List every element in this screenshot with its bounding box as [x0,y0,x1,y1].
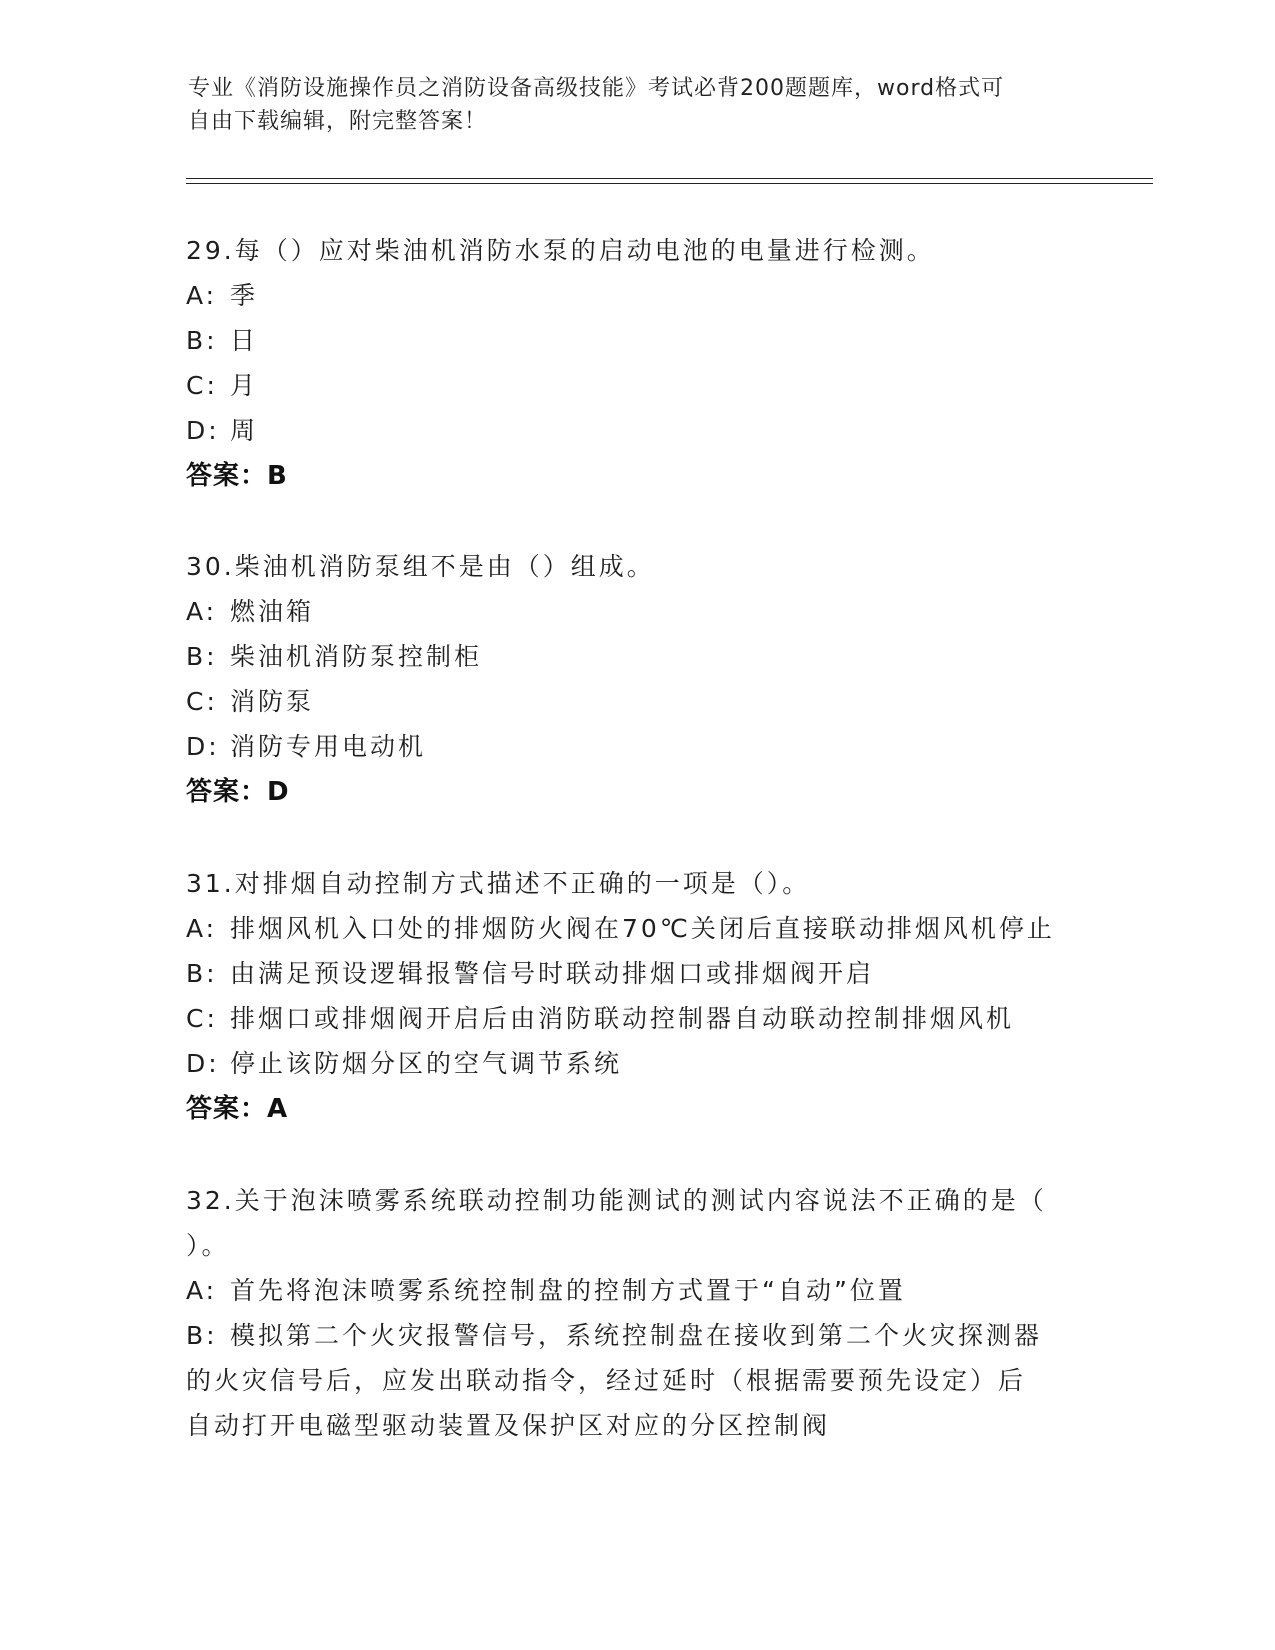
answer: 答案：D [186,777,290,807]
header-divider-top [186,178,1153,179]
option-text: 月 [230,371,259,400]
option-c [186,996,1086,1041]
answer: 答案：A [186,1094,289,1124]
option-d [186,724,1086,769]
option-d [186,408,1086,453]
header-line-1: 专业《消防设施操作员之消防设备高级技能》考试必背200题题库，word格式可 [188,76,1005,101]
option-label: D: [186,732,220,761]
option-text: 周 [230,416,259,445]
option-c [186,679,1086,724]
option-d [186,1041,1086,1086]
question-stem: 30.柴油机消防泵组不是由（）组成。 [186,552,655,581]
option-text: 首先将泡沫喷雾系统控制盘的控制方式置于“自动”位置 [230,1276,906,1305]
question-stem: 31.对排烟自动控制方式描述不正确的一项是（）。 [186,869,811,898]
option-text: 消防泵 [230,687,315,716]
option-a [186,273,1086,318]
answer: 答案：B [186,461,288,491]
option-label: B: [186,959,218,988]
option-b [186,318,1086,363]
option-b [186,951,1086,996]
question-32 [186,1178,1086,1448]
option-text: 日 [230,326,259,355]
option-b-continuation-2: 自动打开电磁型驱动装置及保护区对应的分区控制阀 [186,1411,831,1440]
question-stem-line-2: ）。 [186,1231,230,1260]
option-label: C: [186,371,218,400]
option-a [186,589,1086,634]
option-a [186,1268,1086,1313]
option-label: D: [186,1049,220,1078]
option-text: 消防专用电动机 [230,732,427,761]
option-text: 柴油机消防泵控制柜 [230,642,483,671]
option-text: 季 [230,281,259,310]
option-label: D: [186,416,220,445]
option-label: A: [186,281,218,310]
option-text: 燃油箱 [230,597,315,626]
question-29 [186,228,1086,499]
option-text: 由满足预设逻辑报警信号时联动排烟口或排烟阀开启 [230,959,875,988]
option-text: 模拟第二个火灾报警信号，系统控制盘在接收到第二个火灾探测器 [230,1321,1043,1350]
option-label: B: [186,326,218,355]
option-text: 停止该防烟分区的空气调节系统 [230,1049,623,1078]
question-stem: 29.每（）应对柴油机消防水泵的启动电池的电量进行检测。 [186,236,935,265]
option-c [186,363,1086,408]
option-label: A: [186,1276,218,1305]
option-label: A: [186,597,218,626]
option-text: 排烟风机入口处的排烟防火阀在70℃关闭后直接联动排烟风机停止 [230,914,1055,943]
option-text: 排烟口或排烟阀开启后由消防联动控制器自动联动控制排烟风机 [230,1004,1015,1033]
option-label: C: [186,687,218,716]
header-divider-bottom [186,183,1153,184]
option-label: A: [186,914,218,943]
question-31 [186,861,1086,1132]
option-label: B: [186,1321,218,1350]
option-label: B: [186,642,218,671]
option-a [186,906,1086,951]
question-stem-line-1: 32.关于泡沫喷雾系统联动控制功能测试的测试内容说法不正确的是（ [186,1186,1047,1215]
question-30 [186,544,1086,815]
option-label: C: [186,1004,218,1033]
option-b-continuation-1: 的火灾信号后，应发出联动指令，经过延时（根据需要预先设定）后 [186,1366,1027,1395]
document-header [188,72,1068,138]
option-b [186,1313,1086,1358]
header-line-2: 自由下载编辑，附完整答案！ [188,109,488,134]
option-b [186,634,1086,679]
